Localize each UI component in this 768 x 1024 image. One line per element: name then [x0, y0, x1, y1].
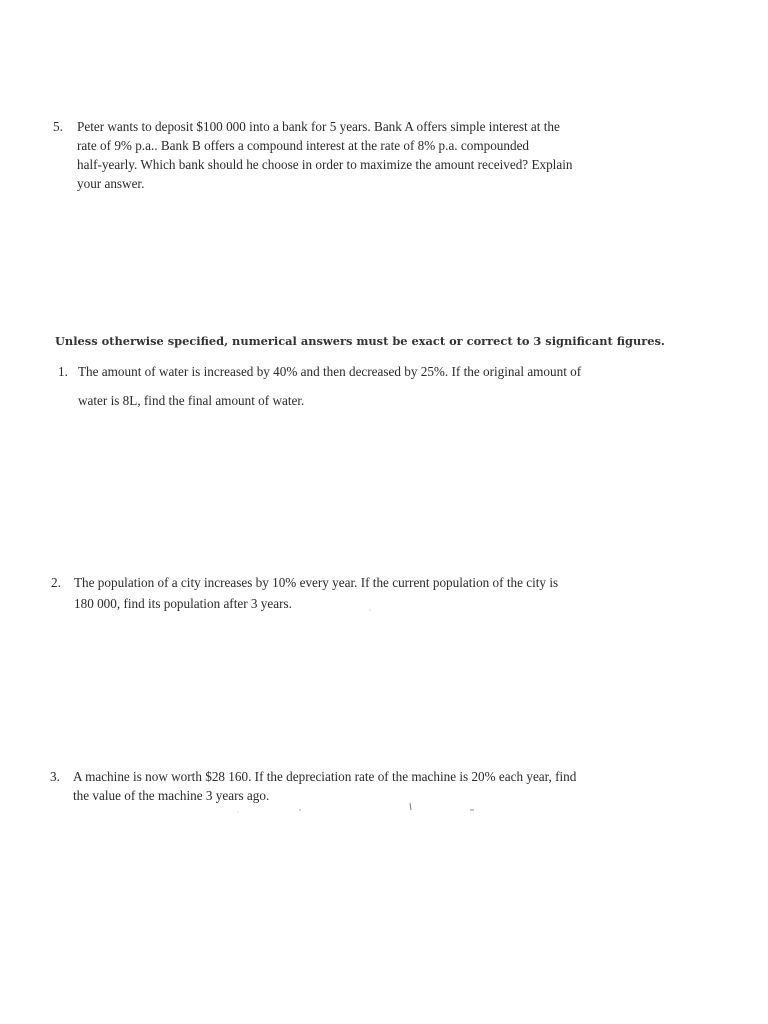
question-3 — [50, 769, 610, 809]
question-1-number: 1. — [58, 364, 68, 379]
scan-speck — [238, 812, 239, 813]
instruction-text: Unless otherwise specified, numerical answers must be exact or correct to 3 significant figures. — [55, 334, 665, 348]
scan-speck — [299, 809, 300, 810]
question-5-number: 5. — [53, 119, 63, 134]
question-3-number: 3. — [50, 769, 60, 784]
question-5-line-3: half-yearly. Which bank should he choose in order to maximize the amount received? Explain — [77, 157, 573, 172]
question-3-line-1: A machine is now worth $28 160. If the depreciation rate of the machine is 20% each year, find — [73, 769, 577, 784]
question-1 — [58, 364, 618, 414]
question-5-line-2: rate of 9% p.a.. Bank B offers a compound interest at the rate of 8% p.a. compounded — [77, 138, 530, 153]
question-2 — [51, 575, 611, 615]
question-2-line-2: 180 000, find its population after 3 years. — [74, 596, 292, 611]
question-5 — [53, 119, 613, 199]
question-5-line-1: Peter wants to deposit $100 000 into a bank for 5 years. Bank A offers simple interest at the — [77, 119, 560, 134]
question-1-line-2: water is 8L, find the final amount of water. — [78, 393, 305, 408]
question-5-line-4: your answer. — [77, 176, 145, 191]
question-1-line-1: The amount of water is increased by 40% and then decreased by 25%. If the original amount of — [78, 364, 582, 379]
question-2-line-1: The population of a city increases by 10% every year. If the current population of the city is — [74, 575, 559, 590]
question-3-line-2: the value of the machine 3 years ago. — [73, 788, 270, 803]
question-2-number: 2. — [51, 575, 61, 590]
